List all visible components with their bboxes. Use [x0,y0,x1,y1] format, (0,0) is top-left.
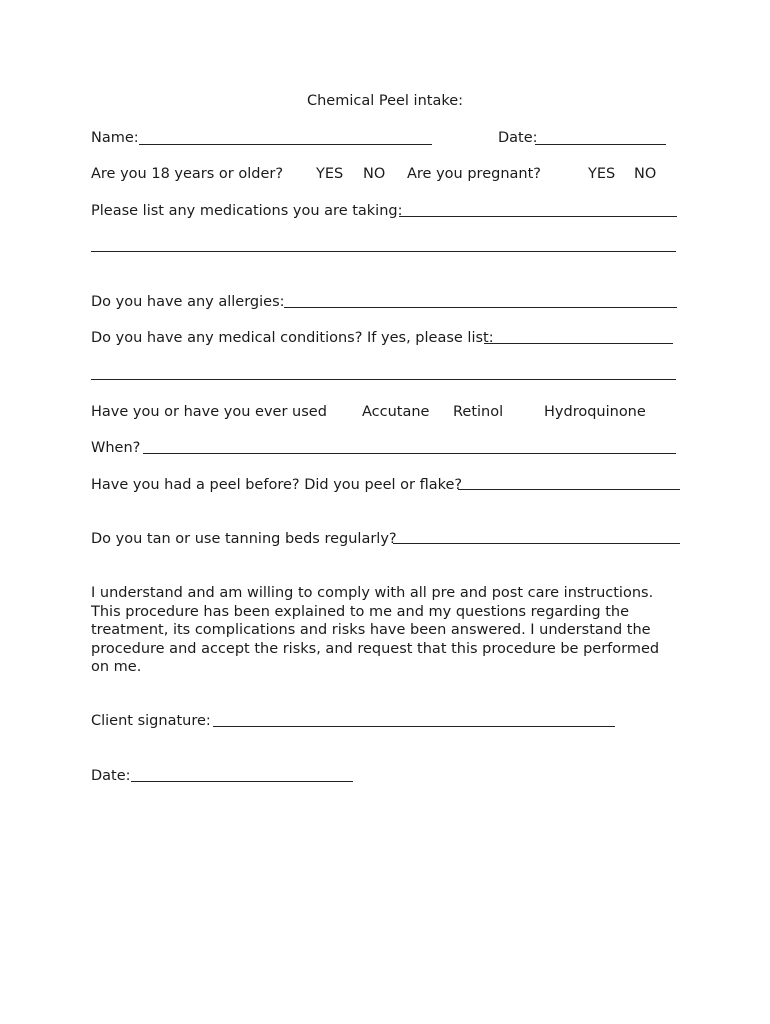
date-field-line-bottom[interactable] [131,781,353,782]
conditions-question: Do you have any medical conditions? If yes, please list: [91,330,494,346]
consent-paragraph: I understand and am willing to comply with all pre and post care instructions. This procedure has been explained to me and my questions regarding the treatment, its complications and risks have been answered. I understand the procedure and accept the risks, and request that this procedure be performed on me. [91,585,660,675]
medications-field-line-2[interactable] [91,251,676,252]
option-retinol[interactable]: Retinol [453,404,504,420]
option-accutane[interactable]: Accutane [362,404,430,420]
pregnant-question: Are you pregnant? [407,166,541,182]
allergies-question: Do you have any allergies: [91,294,285,310]
medications-field-line[interactable] [399,216,677,217]
signature-field-line[interactable] [213,726,615,727]
age-no-option[interactable]: NO [363,166,386,182]
option-hydroquinone[interactable]: Hydroquinone [544,404,646,420]
date-label-bottom: Date: [91,768,131,784]
peel-field-line[interactable] [458,489,680,490]
age-question: Are you 18 years or older? [91,166,284,182]
medications-question: Please list any medications you are taking: [91,203,403,219]
pregnant-no-option[interactable]: NO [634,166,657,182]
date-label-top: Date: [498,130,538,146]
signature-label: Client signature: [91,713,211,729]
allergies-field-line[interactable] [284,307,677,308]
peel-question: Have you had a peel before? Did you peel or flake? [91,477,463,493]
when-field-line[interactable] [143,453,676,454]
age-yes-option[interactable]: YES [316,166,344,182]
tan-question: Do you tan or use tanning beds regularly? [91,531,397,547]
pregnant-yes-option[interactable]: YES [588,166,616,182]
conditions-field-line-2[interactable] [91,379,676,380]
date-field-line-top[interactable] [535,144,666,145]
used-question: Have you or have you ever used [91,404,327,420]
name-field-line[interactable] [139,144,432,145]
when-label: When? [91,440,141,456]
name-label: Name: [91,130,139,146]
conditions-field-line[interactable] [484,343,673,344]
form-title: Chemical Peel intake: [306,93,464,109]
tan-field-line[interactable] [393,543,680,544]
